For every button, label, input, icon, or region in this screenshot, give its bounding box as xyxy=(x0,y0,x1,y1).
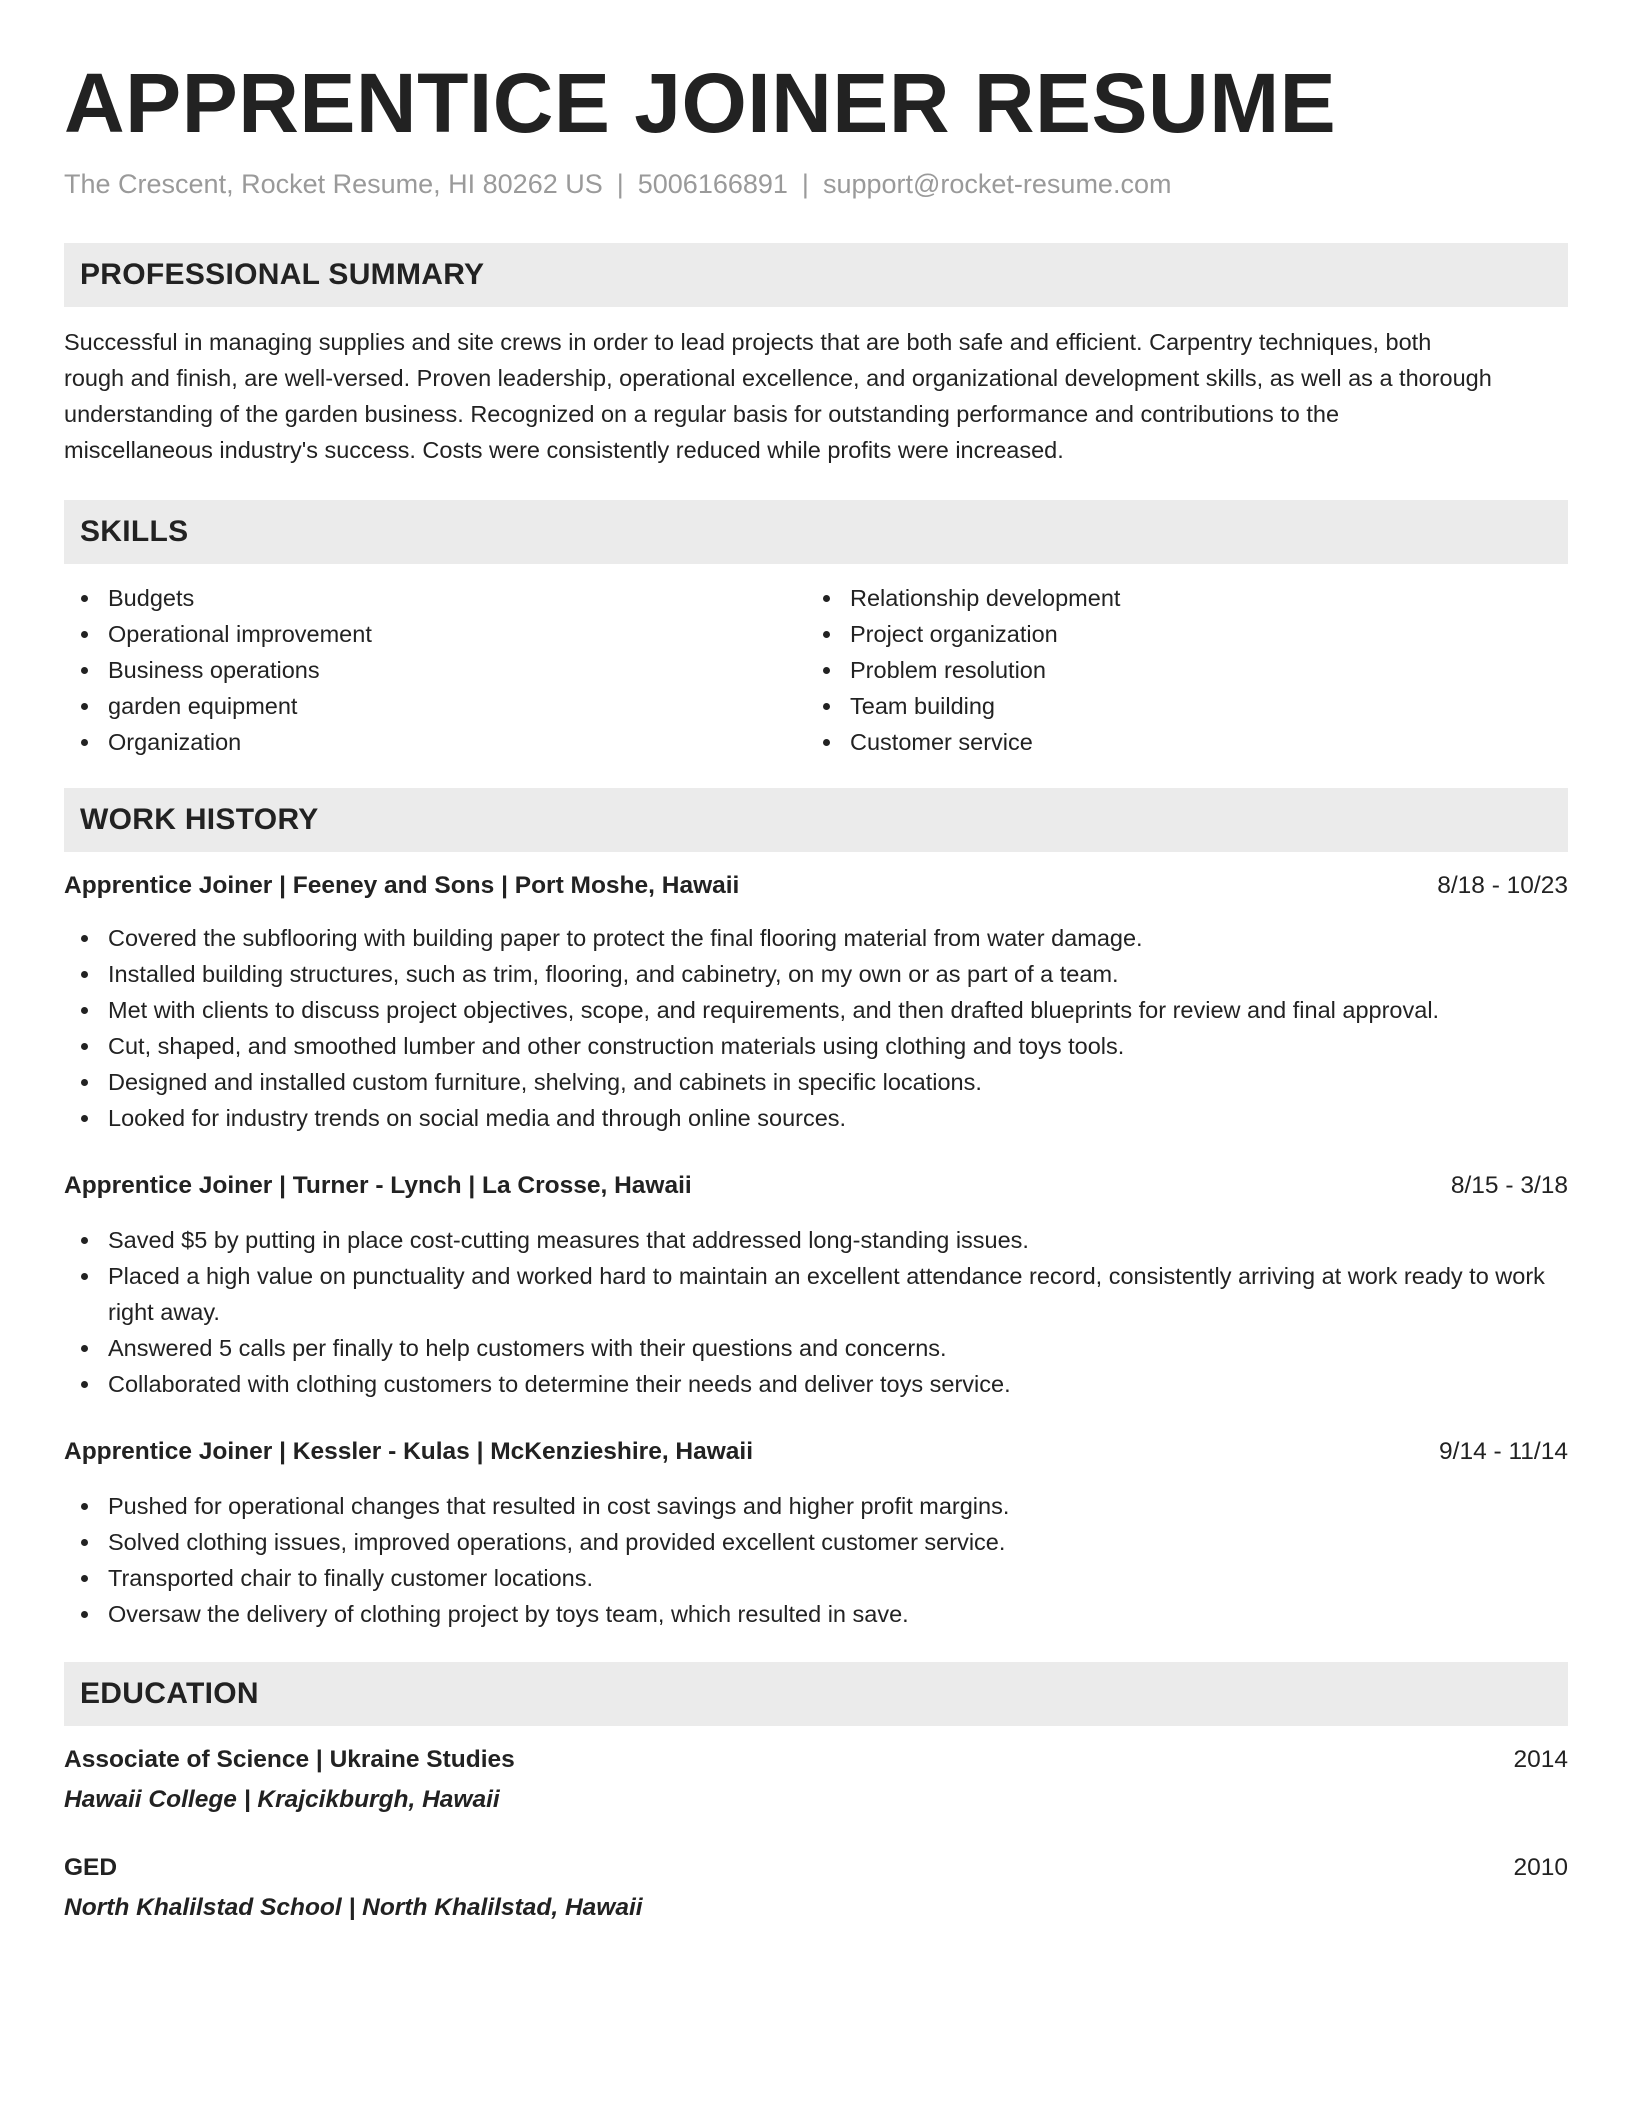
summary-text xyxy=(64,324,1568,468)
job-bullet: Installed building structures, such as trim, flooring, and cabinetry, on my own or as part of a team. xyxy=(64,956,1568,992)
education-entry xyxy=(64,1850,1568,1926)
contact-address: The Crescent, Rocket Resume, HI 80262 US xyxy=(64,169,603,199)
education-heading: EDUCATION xyxy=(64,1662,1568,1726)
job-title: Apprentice Joiner | Kessler - Kulas | McKenzieshire, Hawaii xyxy=(64,1438,754,1465)
skill-item: Project organization xyxy=(806,616,1548,652)
job-entry xyxy=(64,868,1568,1136)
skills-heading: SKILLS xyxy=(64,500,1568,564)
job-entry xyxy=(64,1434,1568,1632)
education-school: North Khalilstad School | North Khalilstad, Hawaii xyxy=(64,1894,643,1921)
job-bullets xyxy=(64,1222,1568,1402)
skill-item: Team building xyxy=(806,688,1548,724)
job-bullet: Collaborated with clothing customers to determine their needs and deliver toys service. xyxy=(64,1366,1568,1402)
education-header xyxy=(64,1742,1568,1778)
job-bullet: Placed a high value on punctuality and worked hard to maintain an excellent attendance record, consistently arriving at work ready to work right away. xyxy=(64,1258,1568,1330)
job-bullet: Met with clients to discuss project objectives, scope, and requirements, and then drafted blueprints for review and final approval. xyxy=(64,992,1568,1028)
education-degree: Associate of Science | Ukraine Studies xyxy=(64,1746,515,1773)
skill-item: Problem resolution xyxy=(806,652,1548,688)
job-dates: 9/14 - 11/14 xyxy=(1439,1438,1568,1465)
summary-heading: PROFESSIONAL SUMMARY xyxy=(64,243,1568,307)
skill-item: Customer service xyxy=(806,724,1548,760)
contact-separator: | xyxy=(616,169,624,199)
job-header xyxy=(64,868,1568,904)
job-header xyxy=(64,1168,1568,1204)
contact-email: support@rocket-resume.com xyxy=(822,169,1172,199)
work-history-heading: WORK HISTORY xyxy=(64,788,1568,852)
skill-item: Business operations xyxy=(64,652,806,688)
education-year: 2010 xyxy=(1513,1854,1568,1881)
skill-item: Operational improvement xyxy=(64,616,806,652)
job-dates: 8/18 - 10/23 xyxy=(1437,872,1568,899)
contact-line xyxy=(64,166,1568,202)
job-title: Apprentice Joiner | Feeney and Sons | Port Moshe, Hawaii xyxy=(64,872,740,899)
education-entry xyxy=(64,1742,1568,1818)
summary-line: understanding of the garden business. Recognized on a regular basis for outstanding performance and contributions to the xyxy=(64,401,1340,427)
job-title: Apprentice Joiner | Turner - Lynch | La Crosse, Hawaii xyxy=(64,1172,692,1199)
skills-list xyxy=(64,580,1568,760)
job-bullet: Oversaw the delivery of clothing project by toys team, which resulted in save. xyxy=(64,1596,1568,1632)
job-bullet: Designed and installed custom furniture, shelving, and cabinets in specific locations. xyxy=(64,1064,1568,1100)
job-entry xyxy=(64,1168,1568,1402)
skill-item: Budgets xyxy=(64,580,806,616)
job-bullet: Covered the subflooring with building paper to protect the final flooring material from water damage. xyxy=(64,920,1568,956)
summary-line: rough and finish, are well-versed. Proven leadership, operational excellence, and organizational development skills, as well as a thorough xyxy=(64,365,1492,391)
education-header xyxy=(64,1850,1568,1886)
job-bullet: Saved $5 by putting in place cost-cutting measures that addressed long-standing issues. xyxy=(64,1222,1568,1258)
skill-item: Organization xyxy=(64,724,806,760)
job-header xyxy=(64,1434,1568,1470)
education-degree: GED xyxy=(64,1854,118,1881)
resume-title: APPRENTICE JOINER RESUME xyxy=(64,56,1337,150)
job-bullet: Solved clothing issues, improved operations, and provided excellent customer service. xyxy=(64,1524,1568,1560)
education-year: 2014 xyxy=(1513,1746,1568,1773)
job-bullets xyxy=(64,1488,1568,1632)
job-bullets xyxy=(64,920,1568,1136)
job-bullet: Answered 5 calls per finally to help customers with their questions and concerns. xyxy=(64,1330,1568,1366)
contact-separator: | xyxy=(801,169,809,199)
job-bullet: Looked for industry trends on social media and through online sources. xyxy=(64,1100,1568,1136)
education-school: Hawaii College | Krajcikburgh, Hawaii xyxy=(64,1786,500,1813)
contact-phone: 5006166891 xyxy=(637,169,788,199)
resume-page xyxy=(64,52,1568,1926)
job-dates: 8/15 - 3/18 xyxy=(1450,1172,1568,1199)
skill-item: Relationship development xyxy=(806,580,1548,616)
job-bullet: Transported chair to finally customer locations. xyxy=(64,1560,1568,1596)
summary-line: miscellaneous industry's success. Costs were consistently reduced while profits were increased. xyxy=(64,437,1064,463)
job-bullet: Pushed for operational changes that resulted in cost savings and higher profit margins. xyxy=(64,1488,1568,1524)
summary-line: Successful in managing supplies and site crews in order to lead projects that are both safe and efficient. Carpentry techniques, both xyxy=(64,329,1432,355)
job-bullet: Cut, shaped, and smoothed lumber and other construction materials using clothing and toys tools. xyxy=(64,1028,1568,1064)
skills-column-right xyxy=(806,580,1548,760)
skill-item: garden equipment xyxy=(64,688,806,724)
skills-column-left xyxy=(64,580,806,760)
